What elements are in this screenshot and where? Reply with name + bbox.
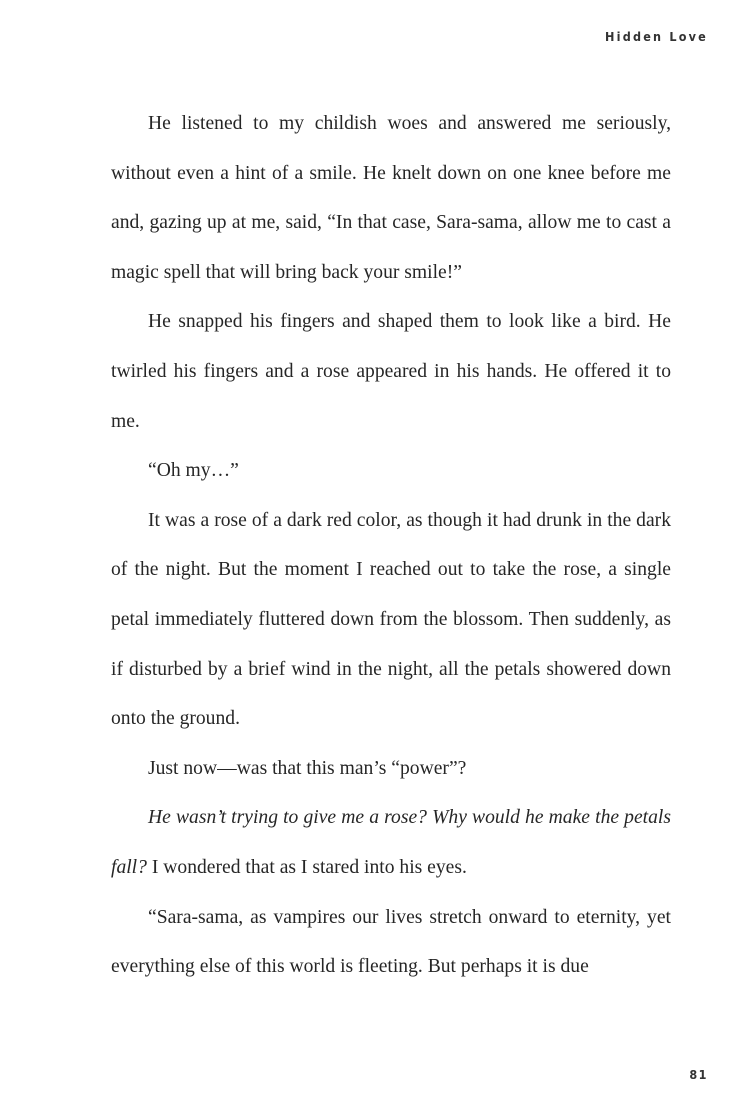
paragraph-3: “Oh my…” xyxy=(148,460,239,482)
paragraph-6 xyxy=(111,793,671,892)
italic-thought: He wasn’t trying to give me a rose? Why would he make the petals fall? xyxy=(111,807,671,878)
paragraph-2: He snapped his fingers and shaped them to look like a bird. He twirled his fingers and a rose appeared in his hands. He offered it to me. xyxy=(111,311,671,432)
paragraph-5: Just now—was that this man’s “power”? xyxy=(148,757,467,779)
paragraph-4: It was a rose of a dark red color, as though it had drunk in the dark of the night. But the moment I reached out to take the rose, a single petal immediately fluttered down from the blossom. Then suddenly, as if disturbed by a brief wind in the night, all the petals showered down onto the ground. xyxy=(111,509,671,730)
paragraph-1: He listened to my childish woes and answered me seriously, without even a hint of a smile. He knelt down on one knee before me and, gazing up at me, said, “In that case, Sara-sama, allow me to cast a magic spell that will bring back your smile!” xyxy=(111,113,671,283)
narration: I wondered that as I stared into his eyes. xyxy=(146,856,467,878)
page-body xyxy=(111,99,671,992)
paragraph-7: “Sara-sama, as vampires our lives stretch onward to eternity, yet everything else of this world is fleeting. But perhaps it is due xyxy=(111,906,671,978)
page-number: 81 xyxy=(689,1067,708,1082)
running-head-title: Hidden Love xyxy=(605,29,708,44)
